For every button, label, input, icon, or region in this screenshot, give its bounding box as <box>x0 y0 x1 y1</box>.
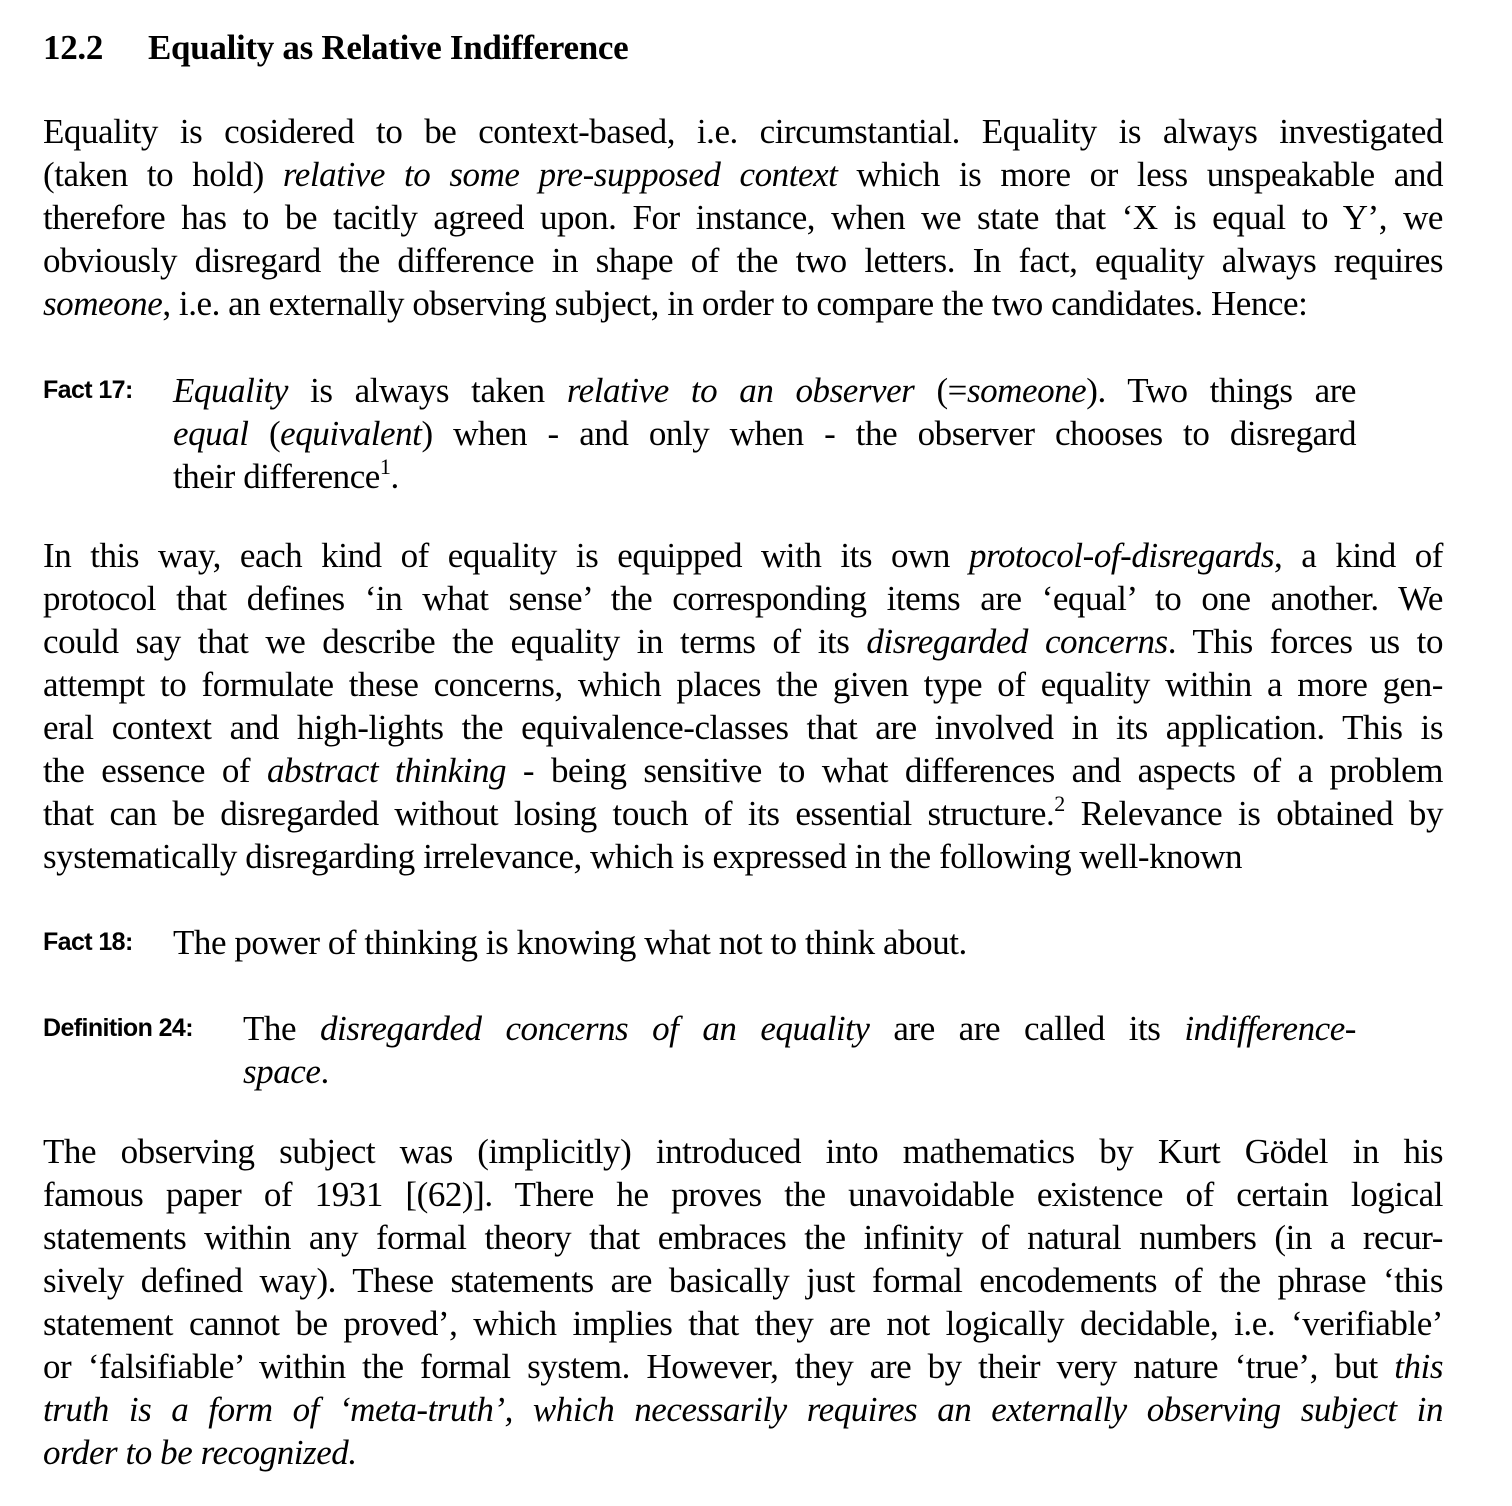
text-line <box>173 412 1356 455</box>
footnote-marker: 2 <box>1054 791 1065 816</box>
text-run: attempt to formulate these concerns, which places the given type of equality within a more gen- <box>43 665 1443 704</box>
emphasis-text: equal <box>173 414 249 453</box>
emphasis-text: indifference- <box>1184 1009 1356 1048</box>
text-run: eral context and high-lights the equivalence-classes that are involved in its application. This is <box>43 708 1443 747</box>
text-run: or ‘falsifiable’ within the formal system. However, they are by their very nature ‘true’, but <box>43 1347 1395 1386</box>
text-run: are are called its <box>869 1009 1185 1048</box>
text-line <box>173 455 1356 498</box>
text-run: ). Two things are <box>1086 371 1356 410</box>
text-line <box>43 620 1443 663</box>
text-line <box>243 1050 1356 1093</box>
text-line <box>43 1216 1443 1259</box>
text-line <box>43 153 1443 196</box>
text-line <box>43 1302 1443 1345</box>
text-line <box>43 1173 1443 1216</box>
text-run: (taken to hold) <box>43 155 283 194</box>
footnote-marker: 1 <box>379 454 391 479</box>
fact-18-body <box>173 921 1356 964</box>
text-run: the essence of <box>43 751 267 790</box>
emphasis-text: equivalent <box>280 414 422 453</box>
fact-18-label: Fact 18: <box>43 928 133 956</box>
section-heading <box>43 28 628 68</box>
text-run: (= <box>914 371 967 410</box>
text-line <box>43 534 1443 577</box>
text-run: is always taken <box>288 371 567 410</box>
text-line <box>173 921 1356 964</box>
fact-17-label: Fact 17: <box>43 376 133 404</box>
definition-24-label: Definition 24: <box>43 1014 193 1042</box>
text-run: which is more or less unspeakable and <box>837 155 1443 194</box>
definition-24-body <box>243 1007 1356 1093</box>
emphasis-text: disregarded concerns <box>866 622 1168 661</box>
text-line <box>43 706 1443 749</box>
text-line <box>43 1259 1443 1302</box>
paragraph-closing <box>43 1130 1443 1474</box>
text-run: . This forces us to <box>1167 622 1443 661</box>
text-run: The power of thinking is knowing what not to think about. <box>173 923 967 962</box>
text-line <box>43 749 1443 792</box>
text-run: Equality is cosidered to be context-based, i.e. circumstantial. Equality is always investigated <box>43 112 1443 151</box>
text-run: statements within any formal theory that embraces the infinity of natural numbers (in a recur- <box>43 1218 1443 1257</box>
text-run: The observing subject was (implicitly) introduced into mathematics by Kurt Gödel in his <box>43 1132 1443 1171</box>
text-run: sively defined way). These statements are basically just formal encodements of the phrase ‘this <box>43 1261 1443 1300</box>
text-run: that can be disregarded without losing touch of its essential structure. <box>43 794 1055 833</box>
emphasis-text: someone <box>43 284 163 323</box>
text-run: , i.e. an externally observing subject, in order to compare the two candidates. Hence: <box>162 284 1308 323</box>
section-title: Equality as Relative Indifference <box>148 28 629 67</box>
text-run: obviously disregard the difference in shape of the two letters. In fact, equality always requires <box>43 241 1443 280</box>
emphasis-text: disregarded concerns of an equality <box>319 1009 870 1048</box>
emphasis-text: this <box>1394 1347 1443 1386</box>
text-run: therefore has to be tacitly agreed upon. For instance, when we state that ‘X is equal to Y’, we <box>43 198 1443 237</box>
text-line <box>43 239 1443 282</box>
emphasis-text: space <box>243 1052 321 1091</box>
text-line <box>43 1388 1443 1431</box>
text-run: , a kind of <box>1274 536 1443 575</box>
section-number: 12.2 <box>43 28 104 67</box>
text-run: . <box>390 457 399 496</box>
emphasis-text: protocol-of-disregards <box>968 536 1275 575</box>
text-line <box>43 792 1443 835</box>
emphasis-text: abstract thinking <box>266 751 507 790</box>
text-line <box>43 110 1443 153</box>
text-run: protocol that defines ‘in what sense’ the corresponding items are ‘equal’ to one another. We <box>43 579 1443 618</box>
text-run: famous paper of 1931 [(62)]. There he proves the unavoidable existence of certain logical <box>43 1175 1443 1214</box>
text-run: could say that we describe the equality in terms of its <box>43 622 867 661</box>
text-line <box>43 196 1443 239</box>
text-run: ( <box>248 414 281 453</box>
text-line <box>43 1130 1443 1173</box>
text-run: systematically disregarding irrelevance, which is expressed in the following well-known <box>43 837 1243 876</box>
text-line <box>43 577 1443 620</box>
emphasis-text: relative to some pre-supposed context <box>282 155 838 194</box>
paragraph-middle <box>43 534 1443 878</box>
text-line <box>43 835 1443 878</box>
emphasis-text: someone <box>966 371 1087 410</box>
text-run: statement cannot be proved’, which implies that they are not logically decidable, i.e. ‘verifiable’ <box>43 1304 1443 1343</box>
emphasis-text: Equality <box>173 371 288 410</box>
emphasis-text: order to be recognized. <box>43 1433 357 1472</box>
text-run: - being sensitive to what differences and aspects of a problem <box>506 751 1443 790</box>
text-line <box>243 1007 1356 1050</box>
text-run: ) when - and only when - the observer chooses to disregard <box>421 414 1357 453</box>
text-line <box>43 1345 1443 1388</box>
text-line <box>173 369 1356 412</box>
emphasis-text: relative to an observer <box>566 371 915 410</box>
text-run: . <box>320 1052 329 1091</box>
paragraph-intro <box>43 110 1443 325</box>
text-line <box>43 282 1443 325</box>
text-run: their difference <box>173 457 380 496</box>
text-run: In this way, each kind of equality is equipped with its own <box>43 536 969 575</box>
fact-17-body <box>173 369 1356 498</box>
emphasis-text: truth is a form of ‘meta-truth’, which necessarily requires an externally observing subject in <box>43 1390 1443 1429</box>
text-line <box>43 663 1443 706</box>
text-line <box>43 1431 1443 1474</box>
text-run: Relevance is obtained by <box>1064 794 1443 833</box>
text-run: The <box>243 1009 320 1048</box>
